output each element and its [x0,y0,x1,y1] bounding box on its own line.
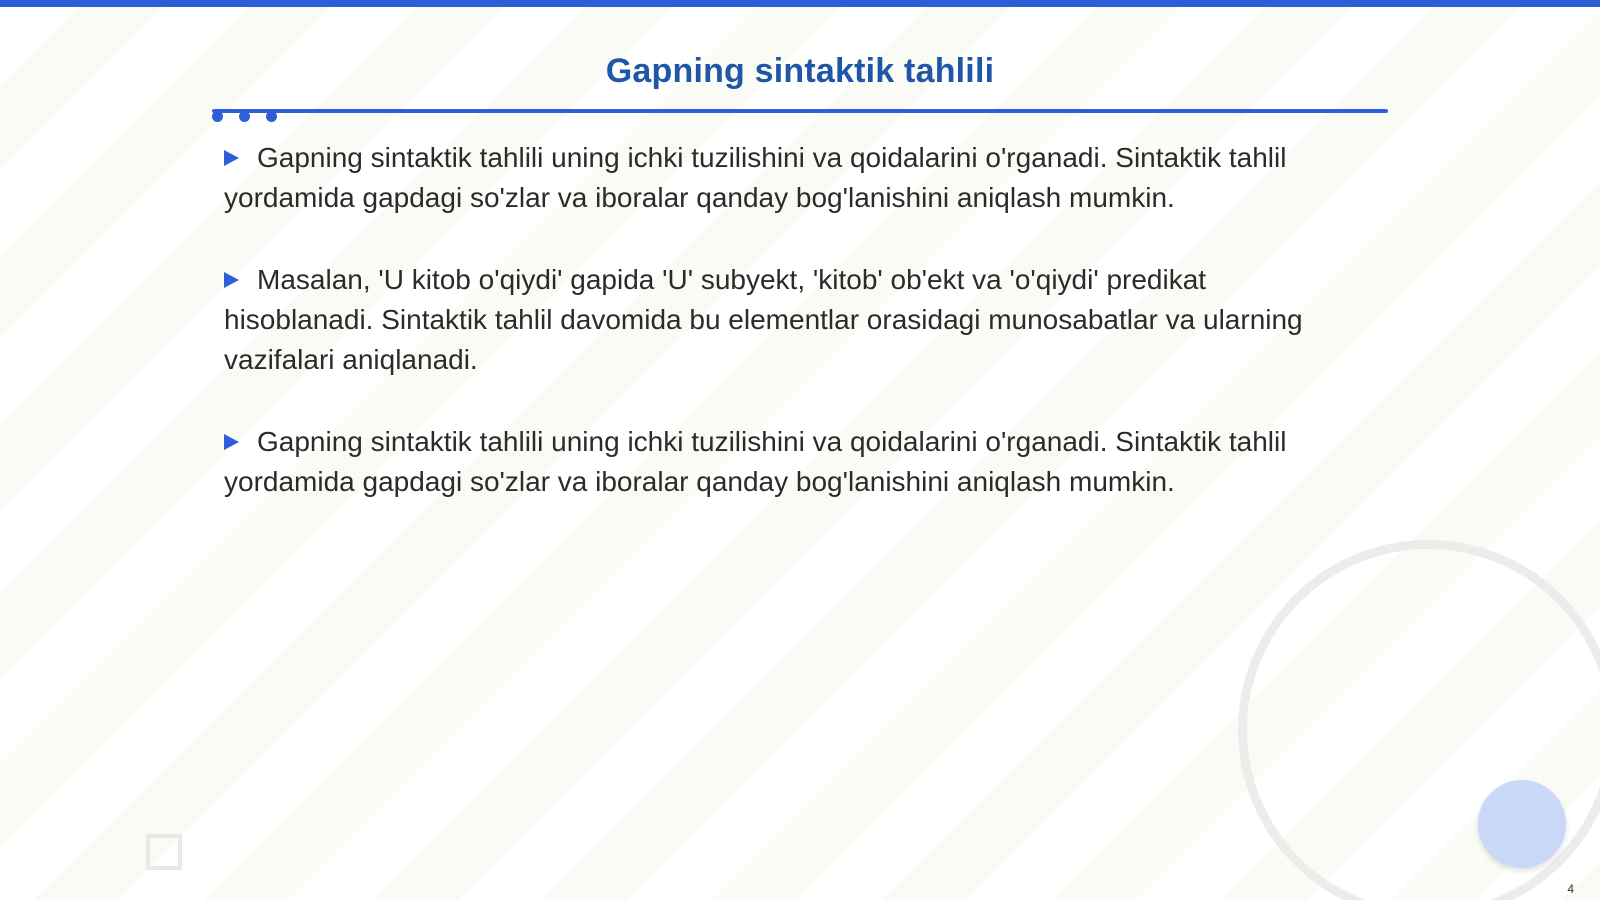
page-number: 4 [1567,882,1574,896]
rule-dot [239,111,250,122]
bullet-text: Gapning sintaktik tahlili uning ichki tuzilishini va qoidalarini o'rganadi. Sintaktik tahlil yordamida gapdagi so'zlar va iboralar qanday bog'lanishini aniqlash mumkin. [224,426,1287,497]
decorative-square [146,834,182,870]
slide-title: Gapning sintaktik tahlili [605,52,995,90]
top-accent-bar [0,0,1600,7]
triangle-right-icon [224,150,239,166]
rule-dot [212,111,223,122]
bullet-text: Gapning sintaktik tahlili uning ichki tuzilishini va qoidalarini o'rganadi. Sintaktik tahlil yordamida gapdagi so'zlar va iboralar qanday bog'lanishini aniqlash mumkin. [224,142,1287,213]
bullet-text: Masalan, 'U kitob o'qiydi' gapida 'U' subyekt, 'kitob' ob'ekt va 'o'qiydi' predikat hisoblanadi. Sintaktik tahlil davomida bu elementlar orasidagi munosabatlar va ularning vazifalari aniqlanadi. [224,264,1303,375]
bullet-list [224,138,1354,544]
triangle-right-icon [224,272,239,288]
bullet-item [224,260,1354,380]
bullet-item [224,138,1354,218]
rule-dot [266,111,277,122]
decorative-circle [1478,780,1566,868]
title-underline [212,109,1388,113]
triangle-right-icon [224,434,239,450]
bullet-item [224,422,1354,502]
